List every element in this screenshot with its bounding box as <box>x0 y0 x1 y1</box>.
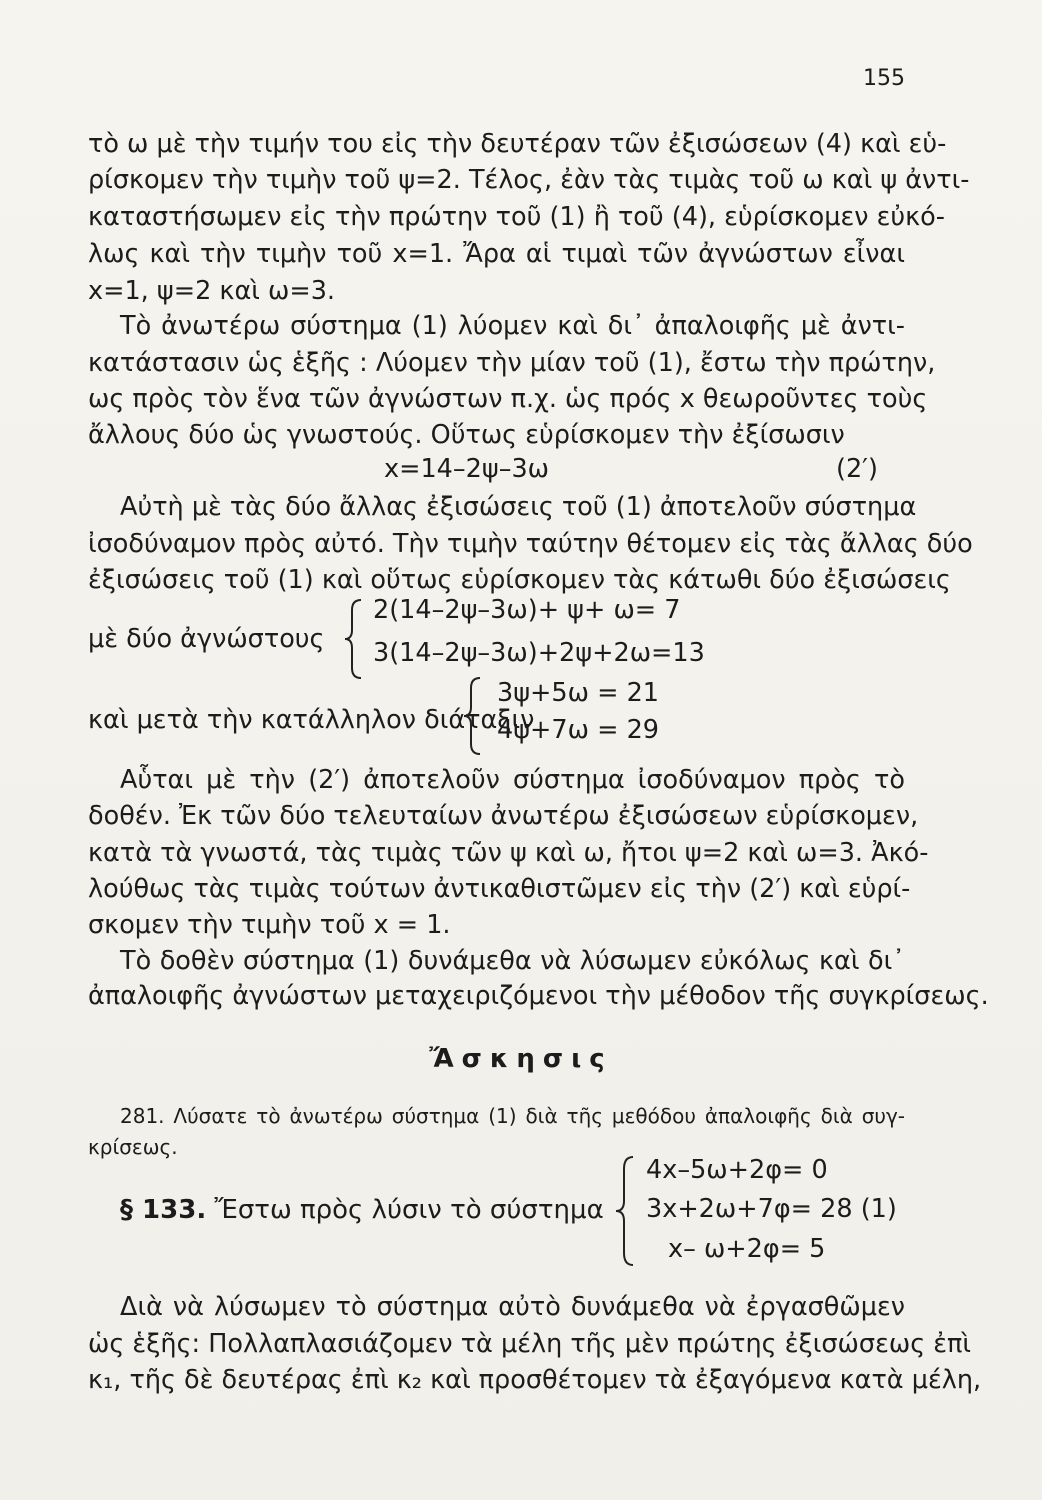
text-line: λως καὶ τὴν τιμὴν τοῦ x=1. Ἄρα αἱ τιμαὶ τῶν ἀγνώστων εἶναι <box>88 239 905 269</box>
text-line: κ₁, τῆς δὲ δευτέρας ἐπὶ κ₂ καὶ προσθέτομεν τὰ ἐξαγόμενα κατὰ μέλη, <box>88 1365 982 1395</box>
text-line: Τὸ δοθὲν σύστημα (1) δυνάμεθα νὰ λύσωμεν εὐκόλως καὶ δι᾽ <box>120 946 905 976</box>
text-line: ἄλλους δύο ὡς γνωστούς. Οὕτως εὑρίσκομεν τὴν ἐξίσωσιν <box>88 420 845 450</box>
exercise-line: κρίσεως. <box>88 1135 178 1159</box>
text-line: δοθέν. Ἐκ τῶν δύο τελευταίων ἀνωτέρω ἐξισώσεων εὑρίσκομεν, <box>88 801 919 831</box>
curly-brace <box>462 676 484 756</box>
text-line: σκομεν τὴν τιμὴν τοῦ x = 1. <box>88 910 451 940</box>
text-line: λούθως τὰς τιμὰς τούτων ἀντικαθιστῶμεν εἰς τὴν (2′) καὶ εὑρί- <box>88 874 911 904</box>
text-line: Αὐτὴ μὲ τὰς δύο ἄλλας ἐξισώσεις τοῦ (1) ἀποτελοῦν σύστημα <box>120 492 917 522</box>
page-number: 155 <box>863 66 905 91</box>
text-line: ὡς ἑξῆς: Πολλαπλασιάζομεν τὰ μέλη τῆς μὲν πρώτης ἐξισώσεως ἐπὶ <box>88 1329 972 1359</box>
text-line: ως πρὸς τὸν ἕνα τῶν ἀγνώστων π.χ. ὡς πρός x θεωροῦντες τοὺς <box>88 384 928 414</box>
system-equation: 3x+2ω+7φ= 28 (1) <box>646 1194 897 1224</box>
curly-brace <box>343 598 365 680</box>
text-line: κατάστασιν ὡς ἑξῆς : Λύομεν τὴν μίαν τοῦ (1), ἔστω τὴν πρώτην, <box>88 348 936 378</box>
text-line: Αὗται μὲ τὴν (2′) ἀποτελοῦν σύστημα ἰσοδύναμον πρὸς τὸ <box>120 765 905 795</box>
text-line: ρίσκομεν τὴν τιμὴν τοῦ ψ=2. Τέλος, ἐὰν τὰς τιμὰς τοῦ ω καὶ ψ ἀντι- <box>88 165 970 195</box>
system-equation: 4ψ+7ω = 29 <box>497 715 660 745</box>
system-equation: 2(14–2ψ–3ω)+ ψ+ ω= 7 <box>373 595 681 625</box>
text-line: τὸ ω μὲ τὴν τιμήν του εἰς τὴν δευτέραν τῶν ἐξισώσεων (4) καὶ εὑ- <box>88 129 947 159</box>
section-intro <box>120 1197 604 1223</box>
equation-label: (2′) <box>836 454 878 484</box>
exercise-line: 281. Λύσατε τὸ ἀνωτέρω σύστημα (1) διὰ τῆς μεθόδου ἀπαλοιφῆς διὰ συγ- <box>120 1104 905 1128</box>
text-line: Τὸ ἀνωτέρω σύστημα (1) λύομεν καὶ δι᾽ ἀπαλοιφῆς μὲ ἀντι- <box>120 311 905 341</box>
system-equation: x– ω+2φ= 5 <box>668 1234 826 1264</box>
system-label: καὶ μετὰ τὴν κατάλληλον διάταξιν <box>88 705 535 735</box>
text-line: ἀπαλοιφῆς ἀγνώστων μεταχειριζόμενοι τὴν μέθοδον τῆς συγκρίσεως. <box>88 981 989 1011</box>
exercise-heading: Ἄσκησις <box>429 1044 613 1074</box>
text-line: κατὰ τὰ γνωστά, τὰς τιμὰς τῶν ψ καὶ ω, ἤτοι ψ=2 καὶ ω=3. Ἀκό- <box>88 838 929 868</box>
equation-2-prime: x=14–2ψ–3ω <box>384 454 550 484</box>
system-equation: 3(14–2ψ–3ω)+2ψ+2ω=13 <box>373 638 705 668</box>
text-line: ἐξισώσεις τοῦ (1) καὶ οὕτως εὑρίσκομεν τὰς κάτωθι δύο ἐξισώσεις <box>88 565 951 595</box>
text-line: καταστήσωμεν εἰς τὴν πρώτην τοῦ (1) ἢ τοῦ (4), εὑρίσκομεν εὐκό- <box>88 202 945 232</box>
system-label: μὲ δύο ἀγνώστους <box>88 624 325 654</box>
section-number: § 133. <box>120 1195 207 1225</box>
text-line: ἰσοδύναμον πρὸς αὐτό. Τὴν τιμὴν ταύτην θέτομεν εἰς τὰς ἄλλας δύο <box>88 529 973 559</box>
system-equation: 4x–5ω+2φ= 0 <box>646 1155 828 1185</box>
text-line: Διὰ νὰ λύσωμεν τὸ σύστημα αὐτὸ δυνάμεθα νὰ ἐργασθῶμεν <box>120 1292 905 1322</box>
system-equation: 3ψ+5ω = 21 <box>497 678 660 708</box>
section-text: Ἔστω πρὸς λύσιν τὸ σύστημα <box>214 1195 604 1225</box>
text-line: x=1, ψ=2 καὶ ω=3. <box>88 276 336 306</box>
curly-brace <box>614 1155 638 1267</box>
